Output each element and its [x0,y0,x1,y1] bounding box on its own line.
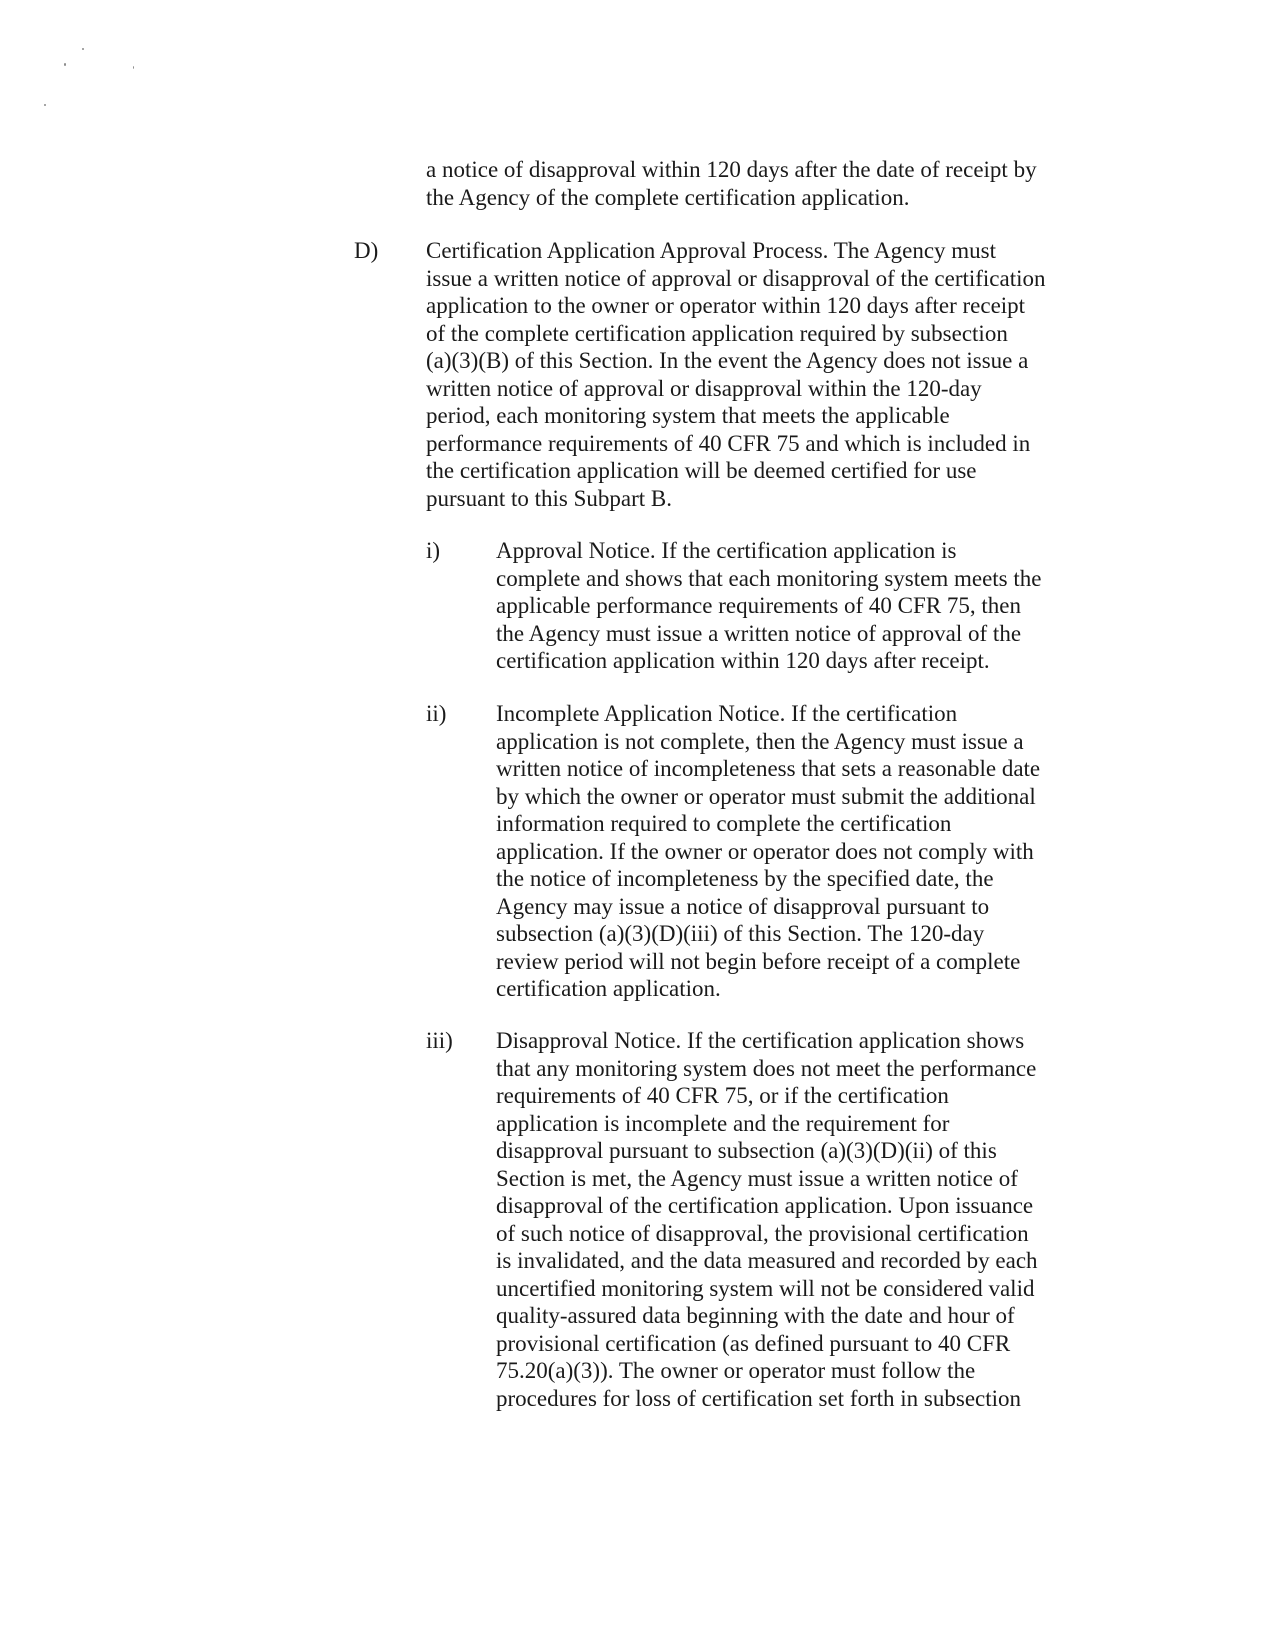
subsection-ii-label: ii) [426,701,447,726]
scan-speck [133,66,134,69]
subsection-i-label: i) [426,538,441,563]
subsection-i-paragraph: Approval Notice. If the certification application is complete and shows that each monitoring system meets the applicable performance requirements of 40 CFR 75, then the Agency must issue a written notice of approval of the certification application within 120 days after receipt. [496,538,1042,673]
subsection-ii-paragraph: Incomplete Application Notice. If the certification application is not complete, then the Agency must issue a written notice of incompleteness that sets a reasonable date by which the owner or operator must submit the additional information required to complete the certification application. If the owner or operator does not comply with the notice of incompleteness by the specified date, the Agency may issue a notice of disapproval pursuant to subsection (a)(3)(D)(iii) of this Section. The 120-day review period will not begin before receipt of a complete certification application. [496,701,1041,1001]
continuation-paragraph: a notice of disapproval within 120 days after the date of receipt by the Agency of the complete certification application. [426,157,1037,210]
scan-speck [44,104,46,106]
subsection-iii-paragraph: Disapproval Notice. If the certification application shows that any monitoring system does not meet the performance requirements of 40 CFR 75, or if the certification application is incomplete and the requirement for disapproval pursuant to subsection (a)(3)(D)(ii) of this Section is met, the Agency must issue a written notice of disapproval of the certification application. Upon issuance of such notice of disapproval, the provisional certification is invalidated, and the data measured and recorded by each uncertified monitoring system will not be considered valid quality-assured data beginning with the date and hour of provisional certification (as defined pursuant to 40 CFR 75.20(a)(3)). The owner or operator must follow the procedures for loss of certification set forth in subsection [496,1028,1038,1411]
section-d-paragraph: Certification Application Approval Process. The Agency must issue a written notice of approval or disapproval of the certification application to the owner or operator within 120 days after receipt of the complete certification application required by subsection (a)(3)(B) of this Section. In the event the Agency does not issue a written notice of approval or disapproval within the 120-day period, each monitoring system that meets the applicable performance requirements of 40 CFR 75 and which is included in the certification application will be deemed certified for use pursuant to this Subpart B. [426,238,1046,511]
scan-speck [64,63,66,66]
section-d-label: D) [354,238,379,263]
subsection-iii-label: iii) [426,1028,453,1053]
scan-speck [82,48,84,50]
